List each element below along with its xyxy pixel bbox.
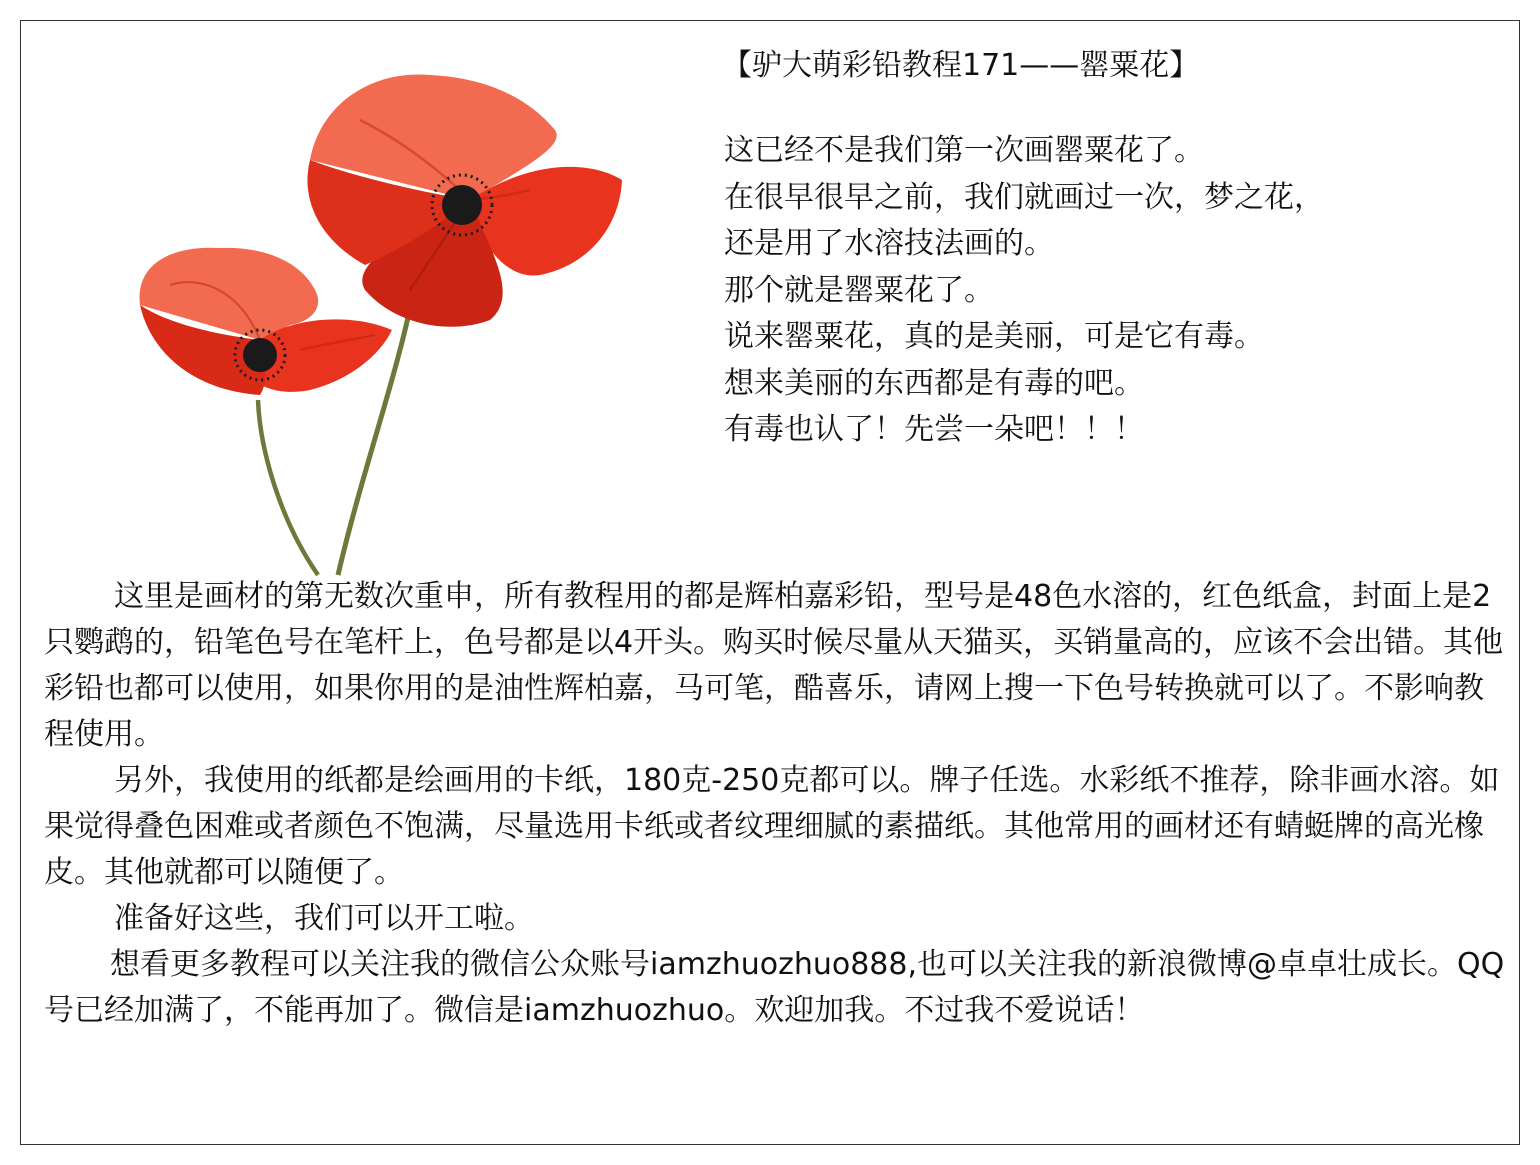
small-poppy-stem [258, 400, 318, 575]
body-text [44, 574, 1510, 1034]
intro-line: 说来罂粟花，真的是美丽，可是它有毒。 [724, 319, 1264, 354]
poppy-illustration [110, 50, 650, 580]
tutorial-title: 【驴大萌彩铅教程171——罂粟花】 [722, 48, 1200, 83]
paper-paragraph: 另外，我使用的纸都是绘画用的卡纸，180克-250克都可以。牌子任选。水彩纸不推荐，除非画水溶。如果觉得叠色困难或者颜色不饱满，尽量选用卡纸或者纹理细腻的素描纸。其他常用的画材还有蜻蜓牌的高光橡皮。其他就都可以随便了。 [44, 763, 1500, 890]
ready-paragraph: 准备好这些，我们可以开工啦。 [114, 901, 534, 936]
large-poppy-center [442, 185, 482, 225]
intro-line: 想来美丽的东西都是有毒的吧。 [724, 365, 1144, 401]
intro-line: 那个就是罂粟花了。 [724, 272, 994, 308]
intro-line: 这已经不是我们第一次画罂粟花了。 [724, 133, 1204, 168]
small-poppy-center [243, 338, 277, 372]
intro-line: 在很早很早之前，我们就画过一次，梦之花， [724, 179, 1324, 215]
intro-line: 还是用了水溶技法画的。 [724, 226, 1054, 261]
intro-line: 有毒也认了！先尝一朵吧！！！ [724, 412, 1144, 447]
small-poppy [140, 248, 392, 395]
large-poppy [307, 75, 622, 327]
intro-lines [724, 128, 1324, 454]
materials-paragraph: 这里是画材的第无数次重申，所有教程用的都是辉柏嘉彩铅，型号是48色水溶的，红色纸盒，封面上是2只鹦鹉的，铅笔色号在笔杆上，色号都是以4开头。购买时候尽量从天猫买，买销量高的，应该不会出错。其他彩铅也都可以使用，如果你用的是油性辉柏嘉，马可笔，酷喜乐，请网上搜一下色号转换就可以了。不影响教程使用。 [44, 579, 1504, 752]
contact-paragraph: 想看更多教程可以关注我的微信公众账号iamzhuozhuo888,也可以关注我的新浪微博@卓卓壮成长。QQ号已经加满了，不能再加了。微信是iamzhuozhuo。欢迎加我。不过我不爱说话！ [44, 947, 1505, 1028]
